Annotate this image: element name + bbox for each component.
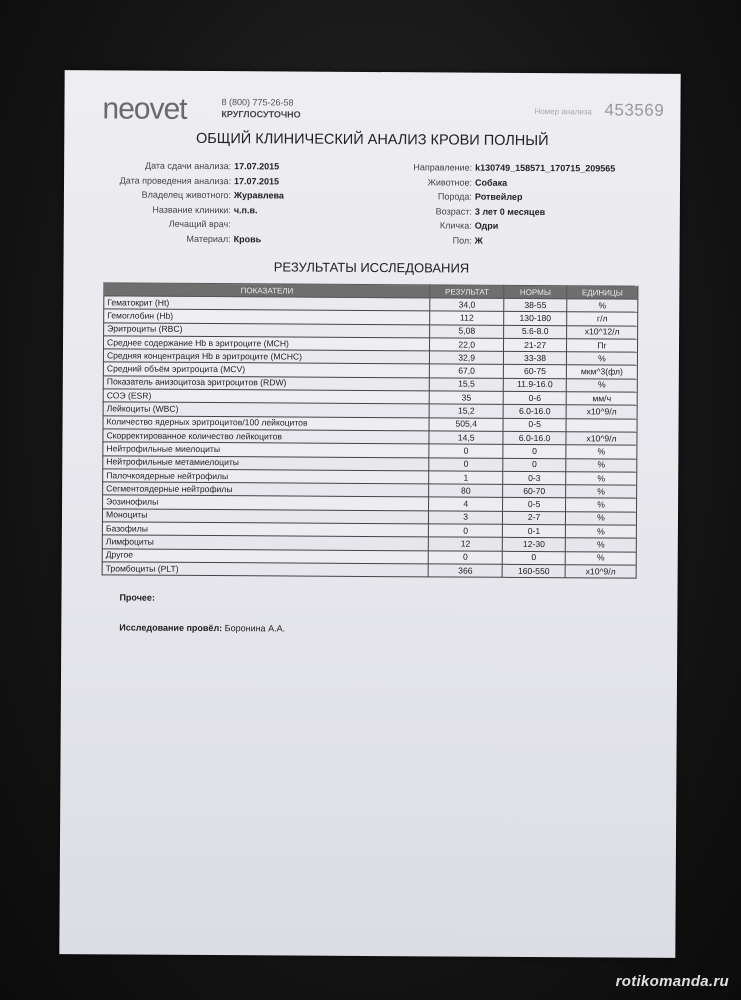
- info-label: Животное:: [427, 176, 473, 188]
- norm-cell: 60-70: [503, 484, 566, 498]
- unit-cell: %: [567, 299, 638, 313]
- norm-cell: 11.9-16.0: [503, 378, 566, 392]
- results-title: РЕЗУЛЬТАТЫ ИССЛЕДОВАНИЯ: [273, 259, 470, 276]
- info-label: Материал:: [186, 233, 231, 244]
- parameter-cell: Среднее содержание Hb в эритроците (MCH): [104, 336, 430, 351]
- norm-cell: 2-7: [503, 511, 566, 525]
- unit-cell: x10^9/л: [565, 565, 636, 579]
- parameter-cell: Средняя концентрация Hb в эритроците (MCHC): [103, 349, 429, 364]
- parameter-cell: Эритроциты (RBC): [104, 322, 430, 337]
- info-label: Дата сдачи анализа:: [144, 160, 232, 172]
- header-norm: НОРМЫ: [504, 285, 567, 298]
- phone-number: 8 (800) 775-26-58: [221, 97, 294, 108]
- info-label: Владелец животного:: [141, 189, 231, 201]
- result-cell: 15,5: [430, 378, 504, 392]
- result-cell: 3: [429, 511, 503, 525]
- info-value: Одри: [474, 220, 499, 231]
- norm-cell: 0: [502, 551, 565, 565]
- analysis-number-label: Номер анализа: [534, 106, 592, 117]
- info-value: Ротвейлер: [474, 191, 523, 202]
- site-watermark: rotikomanda.ru: [615, 973, 729, 990]
- info-label: Кличка:: [439, 220, 472, 231]
- norm-cell: 38-55: [504, 298, 567, 312]
- result-cell: 0: [428, 550, 502, 564]
- norm-cell: 0-3: [503, 471, 566, 485]
- info-value: Кровь: [233, 233, 262, 244]
- document-page: [59, 70, 680, 958]
- parameter-cell: Скорректированное количество лейкоцитов: [103, 429, 429, 444]
- phone-block: [221, 96, 300, 120]
- parameter-cell: Нейтрофильные метамиелоциты: [103, 455, 429, 470]
- table-row: [102, 562, 636, 579]
- parameter-cell: Гемоглобин (Hb): [104, 309, 430, 324]
- parameter-cell: Средний объём эритроцита (MCV): [103, 362, 429, 377]
- unit-cell: x10^12/л: [567, 325, 638, 339]
- info-value: ч.п.в.: [233, 204, 258, 215]
- result-cell: 0: [429, 524, 503, 538]
- parameter-cell: СОЭ (ESR): [103, 389, 429, 404]
- info-label: Возраст:: [435, 205, 472, 217]
- parameter-cell: Лейкоциты (WBC): [103, 402, 429, 417]
- parameter-cell: Палочкоядерные нейтрофилы: [103, 469, 429, 484]
- norm-cell: 130-180: [504, 312, 567, 326]
- info-row: [64, 189, 284, 205]
- info-value: 17.07.2015: [234, 175, 280, 186]
- norm-cell: 0: [503, 458, 566, 472]
- result-cell: 0: [429, 457, 503, 471]
- norm-cell: 33-38: [504, 352, 567, 366]
- norm-cell: 6.0-16.0: [503, 431, 566, 445]
- unit-cell: %: [566, 498, 637, 512]
- parameter-cell: Тромбоциты (PLT): [102, 562, 428, 577]
- result-cell: 67,0: [430, 364, 504, 378]
- unit-cell: г/л: [567, 312, 638, 326]
- unit-cell: %: [566, 378, 637, 392]
- unit-cell: %: [565, 525, 636, 539]
- norm-cell: 21-27: [504, 338, 567, 352]
- result-cell: 15,2: [429, 404, 503, 418]
- unit-cell: %: [565, 511, 636, 525]
- unit-cell: %: [566, 485, 637, 499]
- analysis-number: 453569: [604, 100, 665, 120]
- info-label: Дата проведения анализа:: [119, 174, 232, 186]
- hours-label: КРУГЛОСУТОЧНО: [221, 109, 301, 120]
- info-label: Порода:: [437, 191, 472, 202]
- info-value: 17.07.2015: [234, 161, 280, 172]
- result-cell: 32,9: [430, 351, 504, 365]
- info-label: Направление:: [413, 162, 473, 173]
- info-row: [64, 175, 284, 191]
- info-row: [64, 218, 284, 234]
- norm-cell: 60-75: [503, 365, 566, 379]
- result-cell: 34,0: [430, 298, 504, 312]
- result-cell: 35: [429, 391, 503, 405]
- results-table: [102, 282, 639, 578]
- unit-cell: %: [566, 458, 637, 472]
- parameter-cell: Эозинофилы: [103, 495, 429, 510]
- norm-cell: 160-550: [502, 564, 565, 578]
- info-row: [64, 160, 284, 176]
- parameter-cell: Базофилы: [102, 522, 428, 537]
- parameter-cell: Показатель анизоцитоза эритроцитов (RDW): [103, 376, 429, 391]
- parameter-cell: Количество ядерных эритроцитов/100 лейкоцитов: [103, 416, 429, 431]
- parameter-cell: Гематокрит (Ht): [104, 296, 430, 311]
- norm-cell: 12-30: [502, 538, 565, 552]
- norm-cell: 0: [503, 445, 566, 459]
- parameter-cell: Нейтрофильные миелоциты: [103, 442, 429, 457]
- unit-cell: %: [565, 551, 636, 565]
- header-parameter: ПОКАЗАТЕЛИ: [104, 283, 430, 298]
- info-label: Лечащий врач:: [168, 218, 231, 230]
- unit-cell: Пг: [567, 339, 638, 353]
- norm-cell: 5.6-8.0: [504, 325, 567, 339]
- norm-cell: 0-5: [503, 498, 566, 512]
- unit-cell: %: [566, 445, 637, 459]
- info-row: [64, 233, 284, 249]
- unit-cell: x10^9/л: [566, 405, 637, 419]
- parameter-cell: Лимфоциты: [102, 535, 428, 550]
- neovet-logo: neovet: [102, 92, 187, 126]
- result-cell: 80: [429, 484, 503, 498]
- unit-cell: мкм^3(фл): [566, 365, 637, 379]
- parameter-cell: Сегментоядерные нейтрофилы: [103, 482, 429, 497]
- result-cell: 112: [430, 311, 504, 325]
- info-row: [314, 234, 615, 250]
- result-cell: 4: [429, 497, 503, 511]
- info-value: Ж: [474, 235, 483, 246]
- result-cell: 12: [429, 537, 503, 551]
- conducted-label: Исследование провёл:: [119, 622, 223, 634]
- norm-cell: 6.0-16.0: [503, 405, 566, 419]
- header-result: РЕЗУЛЬТАТ: [430, 285, 504, 298]
- conducted-by: [119, 622, 285, 633]
- norm-cell: 0-6: [503, 391, 566, 405]
- unit-cell: %: [565, 538, 636, 552]
- unit-cell: [566, 418, 637, 432]
- info-value: Собака: [474, 177, 508, 188]
- info-label: Название клиники:: [152, 204, 231, 215]
- unit-cell: %: [566, 352, 637, 366]
- header-unit: ЕДИНИЦЫ: [567, 286, 638, 299]
- result-cell: 22,0: [430, 338, 504, 352]
- info-label: Пол:: [452, 234, 472, 246]
- patient-info-right: [314, 162, 616, 251]
- document-title: ОБЩИЙ КЛИНИЧЕСКИЙ АНАЛИЗ КРОВИ ПОЛНЫЙ: [195, 130, 549, 150]
- info-value: Журавлева: [233, 190, 284, 201]
- result-cell: 5,08: [430, 324, 504, 338]
- parameter-cell: Моноциты: [102, 509, 428, 524]
- norm-cell: 0-5: [503, 418, 566, 432]
- unit-cell: x10^9/л: [566, 432, 637, 446]
- result-cell: 14,5: [429, 431, 503, 445]
- result-cell: 0: [429, 444, 503, 458]
- unit-cell: мм/ч: [566, 392, 637, 406]
- result-cell: 366: [428, 564, 502, 578]
- info-value: k130749_158571_170715_209565: [475, 162, 616, 174]
- norm-cell: 0-1: [503, 524, 566, 538]
- unit-cell: %: [566, 472, 637, 486]
- info-row: [64, 204, 284, 220]
- info-value: 3 лет 0 месяцев: [474, 206, 546, 217]
- other-label: Прочее:: [119, 592, 155, 603]
- result-cell: 505,4: [429, 418, 503, 432]
- result-cell: 1: [429, 471, 503, 485]
- conducted-name: Боронина А.А.: [224, 623, 286, 634]
- parameter-cell: Другое: [102, 549, 428, 564]
- patient-info-left: [64, 160, 284, 248]
